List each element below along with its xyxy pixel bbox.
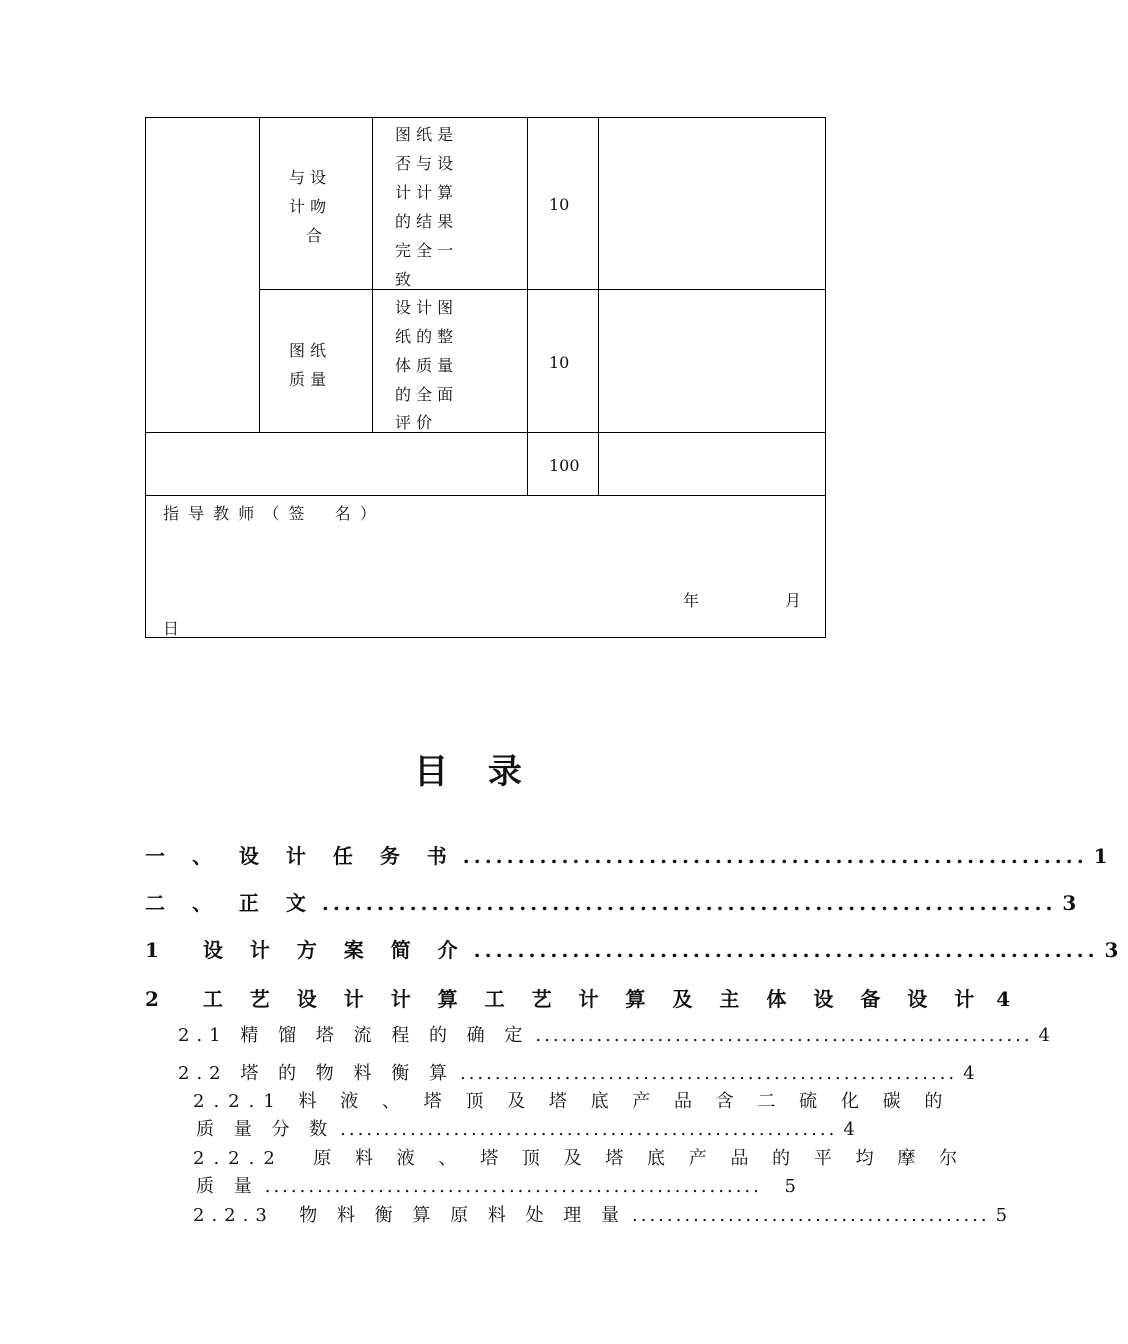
table-divider bbox=[372, 118, 373, 432]
toc-entry-text: 二 、 正 文 bbox=[145, 891, 316, 915]
toc-entry-page: 5 bbox=[995, 1205, 1015, 1226]
table-cell-criteria: 致 bbox=[395, 270, 412, 289]
toc-entry-page: 4 bbox=[996, 987, 1021, 1011]
toc-entry-text: 1 设 计 方 案 简 介 bbox=[145, 938, 468, 962]
toc-entry-text: 质 量 bbox=[196, 1176, 259, 1197]
table-cell-criteria: 的 结 果 bbox=[395, 212, 454, 231]
table-cell-criteria: 纸 的 整 bbox=[395, 327, 454, 346]
toc-entry[interactable] bbox=[145, 887, 1087, 916]
table-cell-criteria: 体 质 量 bbox=[395, 356, 454, 375]
table-cell-criteria: 图 纸 是 bbox=[395, 125, 454, 144]
table-divider bbox=[259, 289, 826, 290]
toc-entry[interactable] bbox=[145, 983, 1021, 1012]
signature-label: 指 导 教 师 （ 签 名 ） bbox=[163, 504, 378, 523]
toc-leader: ......................................................... bbox=[459, 1063, 958, 1084]
table-cell-item: 计 吻 bbox=[289, 197, 327, 216]
toc-entry-text[interactable]: 2.2.2 原 料 液 、 塔 顶 及 塔 底 产 品 的 平 均 摩 尔 bbox=[193, 1148, 967, 1169]
toc-entry-page: 3 bbox=[1062, 891, 1087, 915]
signature-day-label: 日 bbox=[163, 619, 180, 638]
table-cell-criteria: 设 计 图 bbox=[395, 298, 454, 317]
table-divider bbox=[259, 118, 260, 432]
table-divider bbox=[598, 118, 599, 495]
toc-entry-page: 1 bbox=[1093, 844, 1118, 868]
table-cell-criteria: 否 与 设 bbox=[395, 154, 454, 173]
table-cell-criteria: 计 计 算 bbox=[395, 183, 454, 202]
toc-entry-page: 3 bbox=[1104, 938, 1128, 962]
toc-leader: ......................................................... bbox=[264, 1176, 762, 1197]
toc-entry[interactable] bbox=[145, 840, 1118, 869]
toc-entry-page: 4 bbox=[1038, 1025, 1057, 1046]
toc-entry[interactable] bbox=[145, 934, 1128, 963]
toc-entry-page: 5 bbox=[784, 1176, 803, 1197]
table-cell-criteria: 评 价 bbox=[395, 413, 433, 432]
table-divider bbox=[146, 495, 826, 496]
table-cell-item: 合 bbox=[306, 226, 323, 245]
toc-leader: ......................................................... bbox=[535, 1025, 1033, 1046]
table-divider bbox=[146, 432, 826, 433]
table-cell-score: 10 bbox=[549, 195, 570, 214]
toc-leader: ......................................... bbox=[632, 1205, 990, 1226]
table-cell-criteria: 完 全 一 bbox=[395, 241, 454, 260]
toc-entry-text: 2.1 精 馏 塔 流 程 的 确 定 bbox=[178, 1025, 530, 1046]
toc-leader: ................................................................... bbox=[321, 891, 1057, 915]
table-divider bbox=[527, 118, 528, 495]
toc-entry[interactable] bbox=[193, 1201, 1015, 1227]
table-cell-item: 与 设 bbox=[289, 168, 327, 187]
toc-title: 目 录 bbox=[414, 752, 536, 792]
toc-entry[interactable] bbox=[178, 1021, 1057, 1047]
toc-entry-text: 2.2.3 物 料 衡 算 原 料 处 理 量 bbox=[193, 1205, 627, 1226]
toc-entry-text: 一 、 设 计 任 务 书 bbox=[145, 844, 457, 868]
table-cell-score: 10 bbox=[549, 353, 570, 372]
toc-entry[interactable] bbox=[196, 1172, 803, 1198]
toc-entry-text: 2 工 艺 设 计 计 算 工 艺 计 算 及 主 体 设 备 设 计 bbox=[145, 987, 985, 1011]
toc-entry[interactable] bbox=[178, 1059, 982, 1085]
table-cell-item: 质 量 bbox=[289, 370, 327, 389]
toc-leader: ......................................................... bbox=[473, 938, 1099, 962]
signature-month-label: 月 bbox=[785, 591, 802, 610]
signature-year-label: 年 bbox=[683, 591, 700, 610]
table-cell-criteria: 的 全 面 bbox=[395, 385, 454, 404]
table-total-score: 100 bbox=[549, 456, 580, 475]
evaluation-table bbox=[145, 117, 826, 638]
toc-entry-page: 4 bbox=[963, 1063, 982, 1084]
table-cell-item: 图 纸 bbox=[289, 341, 327, 360]
toc-entry-text: 质 量 分 数 bbox=[196, 1119, 335, 1140]
toc-leader: ......................................................... bbox=[340, 1119, 838, 1140]
toc-entry[interactable] bbox=[196, 1115, 862, 1141]
toc-entry-text[interactable]: 2.2.1 料 液 、 塔 顶 及 塔 底 产 品 含 二 硫 化 碳 的 bbox=[193, 1091, 952, 1112]
toc-entry-text: 2.2 塔 的 物 料 衡 算 bbox=[178, 1063, 454, 1084]
toc-leader: ......................................................... bbox=[462, 844, 1088, 868]
toc-entry-page: 4 bbox=[843, 1119, 862, 1140]
